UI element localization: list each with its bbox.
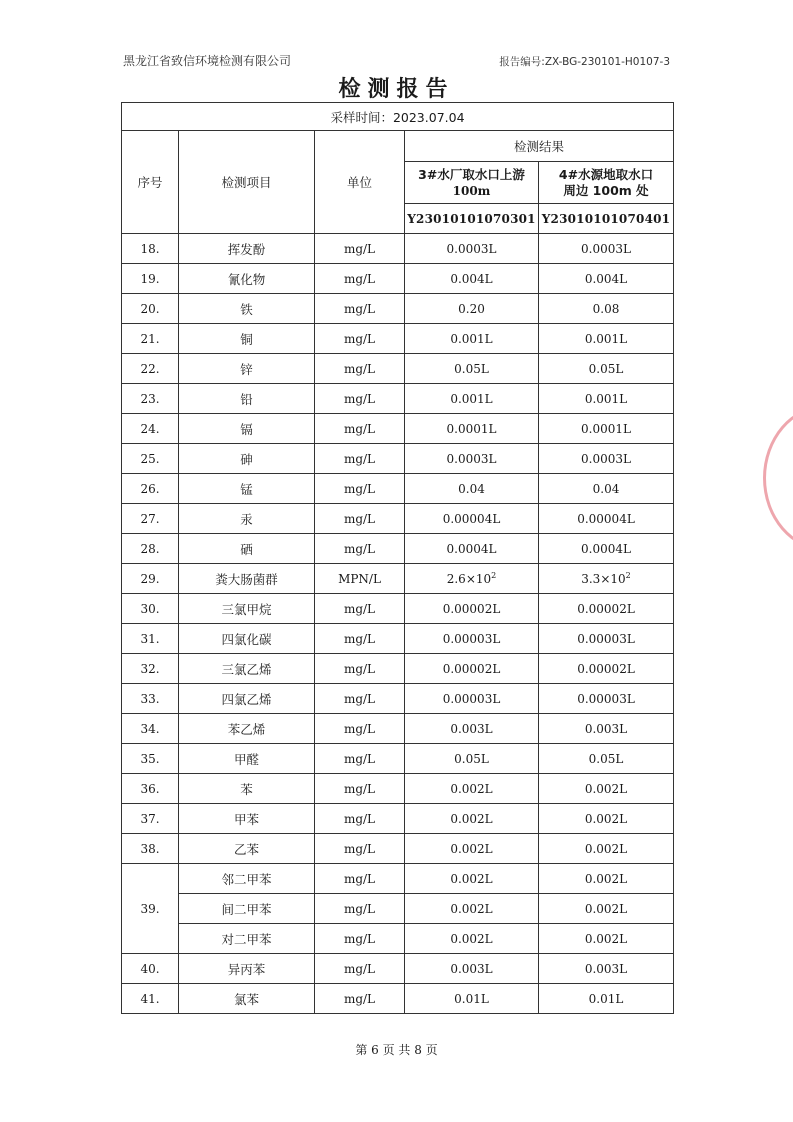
row-unit: mg/L xyxy=(315,294,405,324)
col-unit-header: 单位 xyxy=(315,131,405,234)
row-number: 25. xyxy=(122,444,179,474)
row-number: 18. xyxy=(122,234,179,264)
col-results-header: 检测结果 xyxy=(405,131,674,162)
table-row xyxy=(122,804,674,834)
row-value-site2: 0.01L xyxy=(539,984,674,1014)
row-unit: mg/L xyxy=(315,444,405,474)
row-number: 35. xyxy=(122,744,179,774)
row-unit: mg/L xyxy=(315,594,405,624)
row-item: 铅 xyxy=(179,384,315,414)
row-item: 氯苯 xyxy=(179,984,315,1014)
company-name: 黑龙江省致信环境检测有限公司 xyxy=(123,54,292,68)
row-value-site1: 0.05L xyxy=(405,354,539,384)
row-value-site1: 0.002L xyxy=(405,804,539,834)
row-number: 41. xyxy=(122,984,179,1014)
row-unit: mg/L xyxy=(315,474,405,504)
col-item-header: 检测项目 xyxy=(179,131,315,234)
results-table xyxy=(121,102,674,1014)
row-value-site1-base: 2.6×10 xyxy=(446,572,492,586)
row-unit: mg/L xyxy=(315,774,405,804)
row-item: 甲苯 xyxy=(179,804,315,834)
row-unit: mg/L xyxy=(315,504,405,534)
row-unit: mg/L xyxy=(315,684,405,714)
row-number: 26. xyxy=(122,474,179,504)
table-row xyxy=(122,534,674,564)
row-item: 苯乙烯 xyxy=(179,714,315,744)
row-item: 四氯乙烯 xyxy=(179,684,315,714)
row-item: 氰化物 xyxy=(179,264,315,294)
row-value-site2: 0.001L xyxy=(539,384,674,414)
row-value-site1: 0.01L xyxy=(405,984,539,1014)
row-unit: mg/L xyxy=(315,894,405,924)
row-value-site1: 0.00004L xyxy=(405,504,539,534)
row-number: 20. xyxy=(122,294,179,324)
row-value-site2 xyxy=(539,564,674,594)
row-value-site2: 0.0003L xyxy=(539,234,674,264)
row-unit: mg/L xyxy=(315,624,405,654)
report-number: 报告编号:ZX-BG-230101-H0107-3 xyxy=(499,56,670,68)
table-row xyxy=(122,594,674,624)
row-value-site1: 0.002L xyxy=(405,774,539,804)
row-unit: mg/L xyxy=(315,924,405,954)
row-value-site2: 0.00003L xyxy=(539,624,674,654)
sampling-time-row xyxy=(122,103,674,131)
row-unit: mg/L xyxy=(315,534,405,564)
row-unit: mg/L xyxy=(315,414,405,444)
row-unit: mg/L xyxy=(315,744,405,774)
row-number: 32. xyxy=(122,654,179,684)
row-item: 汞 xyxy=(179,504,315,534)
row-unit: mg/L xyxy=(315,804,405,834)
row-number: 37. xyxy=(122,804,179,834)
table-row xyxy=(122,564,674,594)
table-row xyxy=(122,654,674,684)
table-row xyxy=(122,834,674,864)
row-number: 23. xyxy=(122,384,179,414)
row-number: 24. xyxy=(122,414,179,444)
row-item: 邻二甲苯 xyxy=(179,864,315,894)
row-item: 间二甲苯 xyxy=(179,894,315,924)
row-value-site2: 0.00003L xyxy=(539,684,674,714)
table-row xyxy=(122,474,674,504)
row-item: 锌 xyxy=(179,354,315,384)
row-item: 四氯化碳 xyxy=(179,624,315,654)
row-value-site1-exponent: 2 xyxy=(491,571,497,580)
row-item: 挥发酚 xyxy=(179,234,315,264)
table-row xyxy=(122,894,674,924)
row-value-site2: 0.00002L xyxy=(539,654,674,684)
row-value-site1 xyxy=(405,564,539,594)
row-unit: mg/L xyxy=(315,354,405,384)
row-value-site1: 0.00003L xyxy=(405,684,539,714)
row-value-site2: 0.05L xyxy=(539,744,674,774)
table-row xyxy=(122,864,674,894)
row-unit: mg/L xyxy=(315,954,405,984)
row-number: 31. xyxy=(122,624,179,654)
row-value-site2: 0.003L xyxy=(539,714,674,744)
row-value-site2: 0.002L xyxy=(539,804,674,834)
row-value-site2: 0.001L xyxy=(539,324,674,354)
row-value-site1: 0.004L xyxy=(405,264,539,294)
row-unit: MPN/L xyxy=(315,564,405,594)
table-row xyxy=(122,414,674,444)
row-value-site1: 0.001L xyxy=(405,384,539,414)
site1-header xyxy=(405,162,539,204)
row-value-site2: 0.04 xyxy=(539,474,674,504)
row-value-site1: 0.20 xyxy=(405,294,539,324)
row-item: 乙苯 xyxy=(179,834,315,864)
row-unit: mg/L xyxy=(315,264,405,294)
row-number: 33. xyxy=(122,684,179,714)
row-item: 苯 xyxy=(179,774,315,804)
row-value-site1: 0.0003L xyxy=(405,234,539,264)
table-row xyxy=(122,264,674,294)
site1-name-line2: 100m xyxy=(452,183,491,198)
table-row xyxy=(122,444,674,474)
table-row xyxy=(122,924,674,954)
row-number: 39. xyxy=(122,864,179,954)
row-value-site1: 0.04 xyxy=(405,474,539,504)
table-row xyxy=(122,744,674,774)
row-value-site2: 0.002L xyxy=(539,924,674,954)
site2-name-line2: 周边 100m 处 xyxy=(563,182,649,198)
row-value-site1: 0.002L xyxy=(405,864,539,894)
row-number: 36. xyxy=(122,774,179,804)
table-row xyxy=(122,774,674,804)
row-item: 镉 xyxy=(179,414,315,444)
site1-id: Y23010101070301 xyxy=(405,204,539,234)
row-value-site2: 0.002L xyxy=(539,774,674,804)
site1-name-line1: 3#水厂取水口上游 xyxy=(418,166,525,182)
row-value-site2: 0.004L xyxy=(539,264,674,294)
row-number: 19. xyxy=(122,264,179,294)
row-unit: mg/L xyxy=(315,324,405,354)
row-number: 40. xyxy=(122,954,179,984)
row-number: 27. xyxy=(122,504,179,534)
row-number: 38. xyxy=(122,834,179,864)
row-unit: mg/L xyxy=(315,834,405,864)
row-value-site2: 0.00002L xyxy=(539,594,674,624)
row-unit: mg/L xyxy=(315,714,405,744)
col-seq-header: 序号 xyxy=(122,131,179,234)
row-value-site2: 0.003L xyxy=(539,954,674,984)
table-row xyxy=(122,234,674,264)
row-value-site1: 0.0003L xyxy=(405,444,539,474)
row-value-site1: 0.003L xyxy=(405,714,539,744)
row-number: 21. xyxy=(122,324,179,354)
row-value-site1: 0.002L xyxy=(405,894,539,924)
row-number: 30. xyxy=(122,594,179,624)
table-row xyxy=(122,324,674,354)
row-item: 对二甲苯 xyxy=(179,924,315,954)
row-value-site2: 0.002L xyxy=(539,834,674,864)
row-value-site2-exponent: 2 xyxy=(625,571,631,580)
table-row xyxy=(122,294,674,324)
page-footer: 第 6 页 共 8 页 xyxy=(355,1043,438,1057)
row-item: 三氯乙烯 xyxy=(179,654,315,684)
row-value-site1: 0.003L xyxy=(405,954,539,984)
row-item: 锰 xyxy=(179,474,315,504)
row-value-site2: 0.08 xyxy=(539,294,674,324)
row-unit: mg/L xyxy=(315,384,405,414)
row-value-site2: 0.0004L xyxy=(539,534,674,564)
row-value-site2: 0.002L xyxy=(539,894,674,924)
row-value-site1: 0.00003L xyxy=(405,624,539,654)
row-unit: mg/L xyxy=(315,654,405,684)
row-item: 甲醛 xyxy=(179,744,315,774)
row-value-site1: 0.05L xyxy=(405,744,539,774)
site2-name-line1: 4#水源地取水口 xyxy=(558,166,654,182)
row-value-site1: 0.002L xyxy=(405,924,539,954)
row-unit: mg/L xyxy=(315,864,405,894)
row-item: 砷 xyxy=(179,444,315,474)
row-item: 三氯甲烷 xyxy=(179,594,315,624)
site2-id: Y23010101070401 xyxy=(539,204,674,234)
row-value-site1: 0.001L xyxy=(405,324,539,354)
table-row xyxy=(122,384,674,414)
row-value-site2-base: 3.3×10 xyxy=(581,572,626,586)
table-row xyxy=(122,954,674,984)
row-number: 34. xyxy=(122,714,179,744)
report-title: 检测报告 xyxy=(338,77,455,102)
header-row xyxy=(122,131,674,162)
row-number: 22. xyxy=(122,354,179,384)
row-item: 铜 xyxy=(179,324,315,354)
table-row xyxy=(122,684,674,714)
site2-header xyxy=(539,162,674,204)
row-value-site1: 0.0004L xyxy=(405,534,539,564)
row-value-site1: 0.0001L xyxy=(405,414,539,444)
sampling-time: 采样时间：2023.07.04 xyxy=(122,103,674,131)
row-unit: mg/L xyxy=(315,984,405,1014)
row-item: 异丙苯 xyxy=(179,954,315,984)
row-value-site1: 0.00002L xyxy=(405,654,539,684)
row-number: 28. xyxy=(122,534,179,564)
row-value-site2: 0.00004L xyxy=(539,504,674,534)
table-row xyxy=(122,354,674,384)
row-item: 硒 xyxy=(179,534,315,564)
table-row xyxy=(122,504,674,534)
row-value-site2: 0.002L xyxy=(539,864,674,894)
table-row xyxy=(122,624,674,654)
row-unit: mg/L xyxy=(315,234,405,264)
company-seal xyxy=(763,405,793,551)
row-value-site1: 0.00002L xyxy=(405,594,539,624)
table-row xyxy=(122,714,674,744)
row-value-site2: 0.05L xyxy=(539,354,674,384)
row-value-site2: 0.0001L xyxy=(539,414,674,444)
row-number: 29. xyxy=(122,564,179,594)
table-row xyxy=(122,984,674,1014)
row-value-site1: 0.002L xyxy=(405,834,539,864)
row-item: 铁 xyxy=(179,294,315,324)
row-value-site2: 0.0003L xyxy=(539,444,674,474)
row-item: 粪大肠菌群 xyxy=(179,564,315,594)
